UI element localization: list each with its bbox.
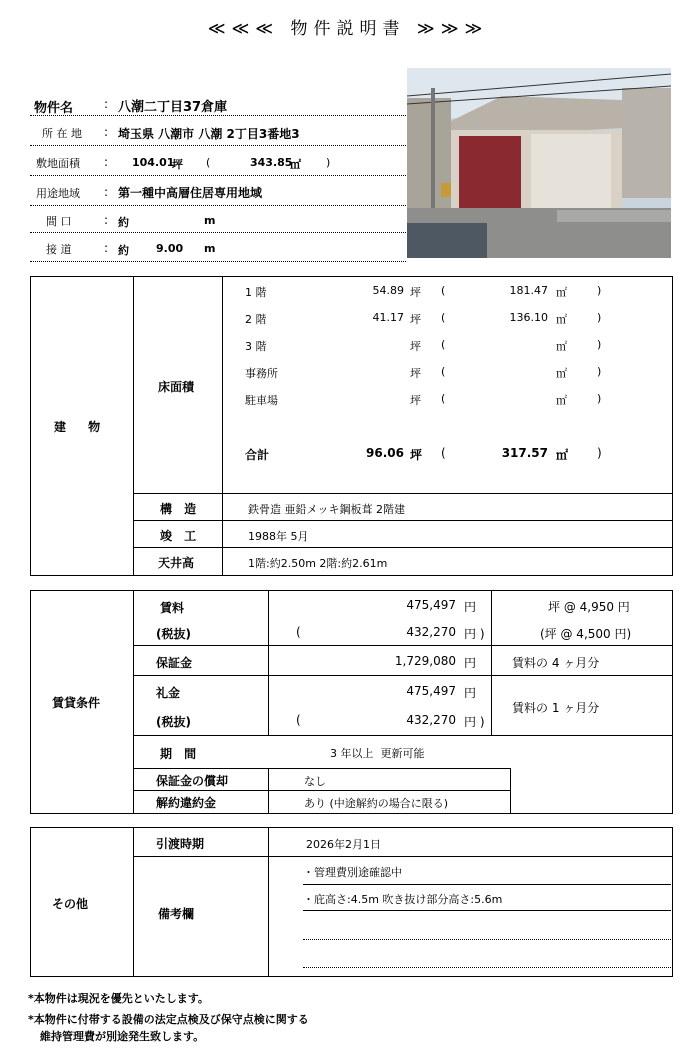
tsubo-unit: 坪 — [410, 340, 421, 353]
zoning-value: 第一種中高層住居専用地域 — [118, 186, 263, 200]
m2-unit: ㎡ — [556, 313, 567, 326]
m2-unit: ㎡ — [556, 286, 567, 299]
key-money-unit: 円 — [464, 686, 477, 700]
property-name-value: 八潮二丁目37倉庫 — [118, 100, 228, 115]
m2-unit: ㎡ — [556, 367, 567, 380]
paren-close: ) — [597, 284, 602, 297]
paren-close: ) — [597, 392, 602, 405]
floor-label: 駐車場 — [245, 394, 278, 407]
deposit-label: 保証金 — [156, 656, 193, 670]
remarks-label: 備考欄 — [158, 907, 195, 921]
site-area-tsubo: 104.01 — [132, 156, 175, 169]
completion-value: 1988年 5月 — [248, 530, 309, 543]
tsubo-unit: 坪 — [410, 448, 423, 462]
note-line: *本物件に付帯する設備の法定点検及び保守点検に関する — [28, 1013, 309, 1026]
other-section-label: その他 — [52, 897, 89, 911]
paren-open: ( — [441, 311, 446, 324]
floor-label: 事務所 — [245, 367, 278, 380]
floor-m2: 136.10 — [509, 311, 548, 324]
road-unit: m — [204, 242, 216, 255]
handover-label: 引渡時期 — [156, 837, 205, 851]
ceiling-label: 天井高 — [158, 556, 195, 570]
paren-close: ) — [326, 156, 331, 169]
key-money-note: 賃料の 1 ヶ月分 — [512, 701, 600, 715]
rent-label: 賃料 — [160, 601, 185, 615]
colon: : — [104, 185, 109, 199]
floor-label: 3 階 — [245, 340, 267, 353]
address-label: 所 在 地 — [42, 127, 82, 140]
rent-tax-value: 432,270 — [406, 625, 456, 639]
rent-unit: 円 — [464, 600, 477, 614]
divider — [30, 205, 406, 206]
deposit-note: 賃料の 4 ヶ月分 — [512, 656, 600, 670]
rent-tax-unit: 円 ) — [464, 627, 485, 641]
colon: : — [104, 241, 109, 255]
ceiling-value: 1階:約2.50m 2階:約2.61m — [248, 557, 388, 570]
deposit-value: 1,729,080 — [394, 654, 456, 668]
key-money-tax-unit: 円 ) — [464, 715, 485, 729]
divider — [30, 145, 406, 146]
rent-value: 475,497 — [406, 598, 456, 612]
total-tsubo: 96.06 — [366, 446, 404, 460]
road-value: 9.00 — [156, 242, 184, 255]
tsubo-unit: 坪 — [410, 394, 421, 407]
paren-close: ) — [597, 338, 602, 351]
site-area-m2: 343.85 — [250, 156, 293, 169]
paren-open: ( — [441, 392, 446, 405]
lease-section-label: 賃貸条件 — [52, 696, 101, 710]
remark-line: ・管理費別途確認中 — [303, 866, 402, 879]
colon: : — [104, 213, 109, 227]
colon: : — [104, 155, 109, 169]
property-name-label: 物件名 — [34, 101, 74, 116]
floor-tsubo: 41.17 — [372, 311, 404, 324]
note-line: 維持管理費が別途発生致します。 — [40, 1030, 205, 1043]
completion-label: 竣 工 — [160, 529, 197, 543]
note-line: *本物件は現況を優先といたします。 — [28, 992, 209, 1005]
remark-line: ・庇高さ:4.5m 吹き抜け部分高さ:5.6m — [303, 893, 503, 906]
amortization-label: 保証金の償却 — [156, 774, 229, 788]
key-money-label: 礼金 — [156, 686, 181, 700]
amortization-value: なし — [304, 775, 326, 788]
zoning-label: 用途地域 — [36, 187, 80, 200]
site-area-label: 敷地面積 — [36, 157, 80, 170]
tsubo-unit: 坪 — [410, 367, 421, 380]
key-money-tax-value: 432,270 — [406, 713, 456, 727]
frontage-unit: m — [204, 214, 216, 227]
m2-unit: ㎡ — [556, 448, 569, 462]
total-m2: 317.57 — [501, 446, 548, 460]
divider — [30, 261, 406, 262]
floor-tsubo: 54.89 — [372, 284, 404, 297]
tsubo-price: 坪 @ 4,950 円 — [548, 600, 630, 614]
term-label: 期 間 — [160, 747, 197, 761]
m2-unit: ㎡ — [556, 340, 567, 353]
key-money-tax-label: (税抜) — [156, 715, 191, 729]
paren-open: ( — [296, 625, 301, 639]
structure-label: 構 造 — [160, 502, 197, 516]
total-label: 合計 — [245, 448, 270, 462]
colon: : — [104, 97, 109, 111]
floor-m2: 181.47 — [509, 284, 548, 297]
paren-open: ( — [206, 156, 211, 169]
key-money-value: 475,497 — [406, 684, 456, 698]
address-value: 埼玉県 八潮市 八潮 2丁目3番地3 — [118, 127, 300, 141]
divider — [30, 232, 406, 233]
building-section-label: 建 物 — [54, 420, 101, 434]
penalty-value: あり (中途解約の場合に限る) — [304, 797, 449, 810]
floor-label: 2 階 — [245, 313, 267, 326]
deposit-unit: 円 — [464, 656, 477, 670]
tsubo-unit: 坪 — [410, 286, 421, 299]
road-prefix: 約 — [118, 244, 129, 257]
tsubo-unit: 坪 — [410, 313, 421, 326]
penalty-label: 解約違約金 — [156, 796, 217, 810]
rent-tax-label: (税抜) — [156, 627, 191, 641]
m2-unit: ㎡ — [556, 394, 567, 407]
paren-open: ( — [441, 338, 446, 351]
floor-label: 1 階 — [245, 286, 267, 299]
tsubo-price-tax: (坪 @ 4,500 円) — [540, 627, 632, 641]
paren-open: ( — [441, 284, 446, 297]
road-label: 接 道 — [46, 243, 72, 256]
divider — [30, 175, 406, 176]
handover-value: 2026年2月1日 — [306, 838, 381, 851]
term-value: 3 年以上 更新可能 — [330, 747, 425, 760]
paren-close: ) — [597, 311, 602, 324]
paren-close: ) — [597, 446, 602, 460]
paren-open: ( — [296, 713, 301, 727]
tsubo-unit: 坪 — [172, 158, 183, 171]
paren-open: ( — [441, 446, 446, 460]
document-title: ≪≪≪ 物件説明書 ≫≫≫ — [207, 19, 489, 39]
frontage-prefix: 約 — [118, 216, 129, 229]
colon: : — [104, 125, 109, 139]
frontage-label: 間 口 — [46, 215, 72, 228]
paren-open: ( — [441, 365, 446, 378]
structure-value: 鉄骨造 亜鉛メッキ鋼板葺 2階建 — [248, 503, 405, 516]
paren-close: ) — [597, 365, 602, 378]
m2-unit: ㎡ — [290, 158, 301, 171]
property-photo — [407, 68, 671, 258]
divider — [30, 115, 406, 116]
floor-area-label: 床面積 — [158, 380, 195, 394]
